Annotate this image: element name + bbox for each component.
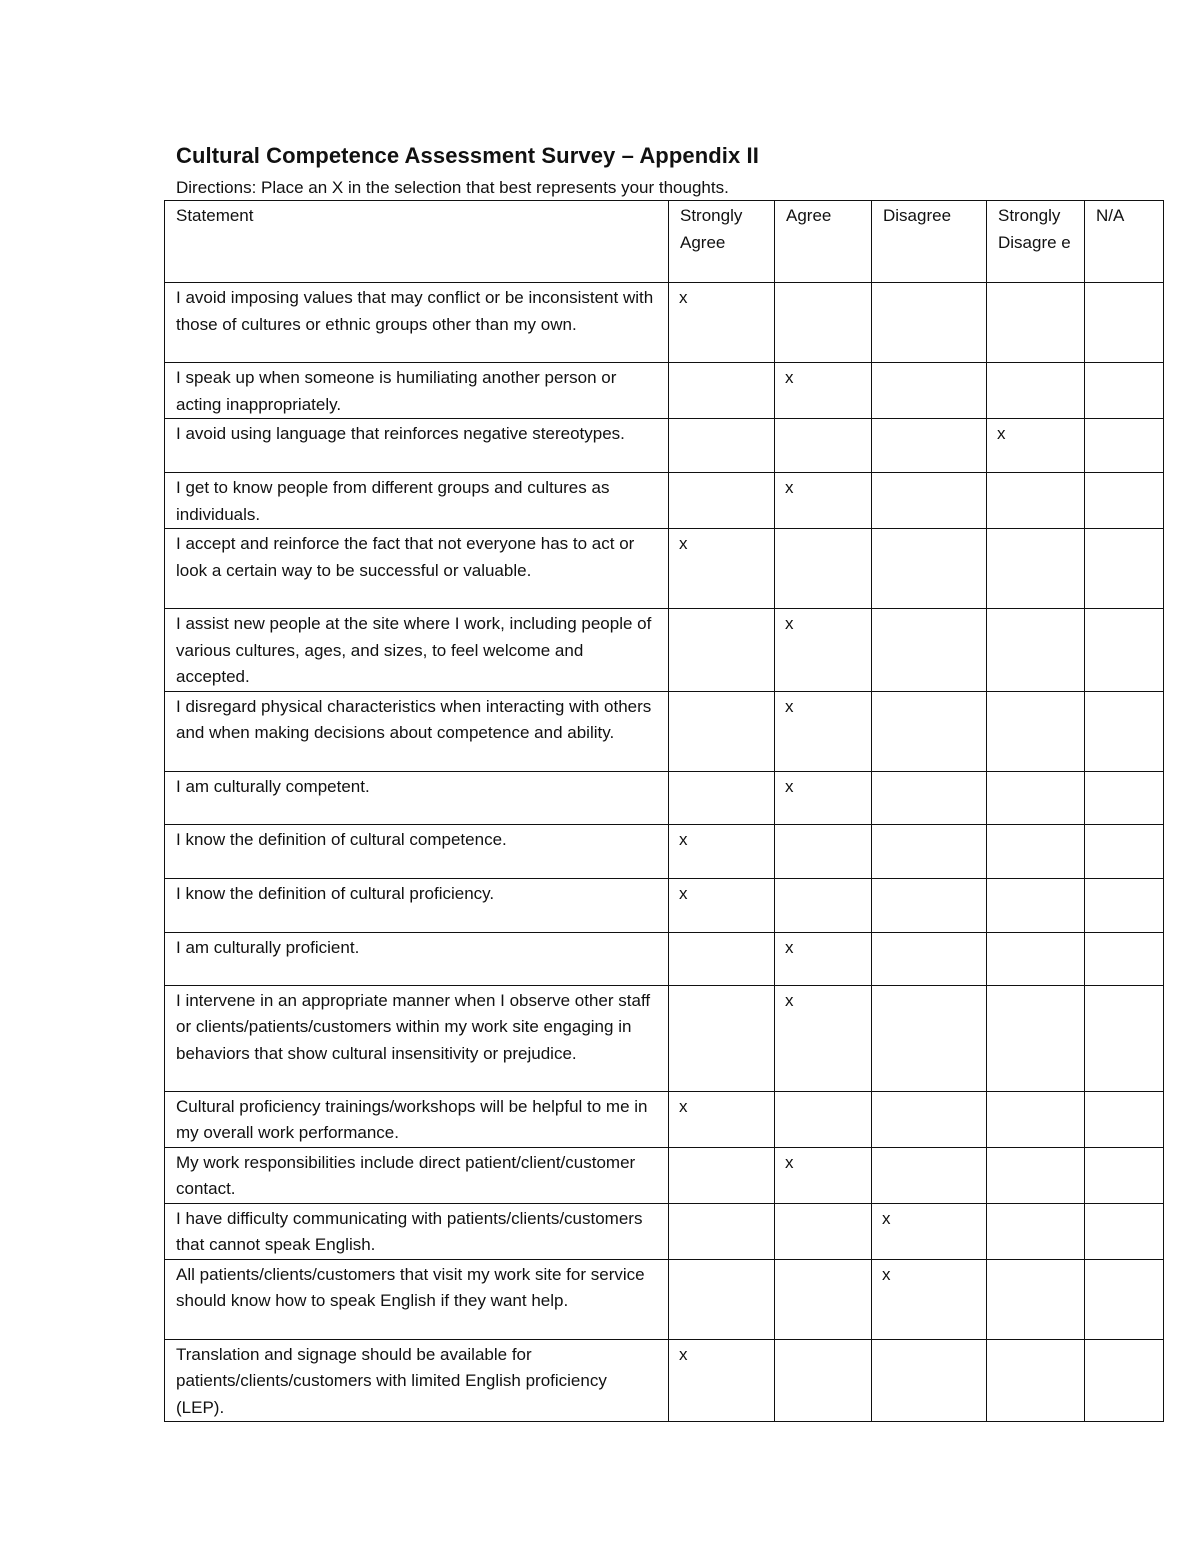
response-cell-na[interactable]: [1085, 529, 1164, 609]
header-row: [165, 201, 1164, 283]
response-cell-disagree[interactable]: [872, 1091, 987, 1147]
table-row: [165, 419, 1164, 473]
table-row: [165, 473, 1164, 529]
response-cell-agree[interactable]: [775, 824, 872, 878]
response-cell-strongly-agree[interactable]: [669, 691, 775, 771]
statement-cell: All patients/clients/customers that visit my work site for service should know how to speak English if they want help.: [165, 1259, 669, 1339]
response-cell-agree[interactable]: [775, 691, 872, 771]
survey-body: [165, 283, 1164, 1422]
response-cell-disagree[interactable]: [872, 1339, 987, 1422]
directions-text: Directions: Place an X in the selection that best represents your thoughts.: [176, 178, 729, 197]
statement-cell: Translation and signage should be available for patients/clients/customers with limited English proficiency (LEP).: [165, 1339, 669, 1422]
table-row: [165, 1147, 1164, 1203]
response-cell-disagree[interactable]: [872, 609, 987, 692]
table-row: [165, 1259, 1164, 1339]
response-cell-strongly-agree[interactable]: [669, 473, 775, 529]
statement-cell: I am culturally competent.: [165, 771, 669, 824]
response-cell-agree[interactable]: [775, 609, 872, 692]
statement-cell: I intervene in an appropriate manner when I observe other staff or clients/patients/customers within my work site engaging in behaviors that show cultural insensitivity or prejudice.: [165, 985, 669, 1091]
response-cell-strongly-disagree[interactable]: [987, 1203, 1085, 1259]
response-cell-agree[interactable]: [775, 1259, 872, 1339]
response-cell-strongly-disagree[interactable]: [987, 529, 1085, 609]
table-row: [165, 824, 1164, 878]
table-row: [165, 529, 1164, 609]
survey-table: [164, 200, 1164, 1422]
response-cell-agree[interactable]: [775, 473, 872, 529]
response-cell-strongly-agree[interactable]: [669, 283, 775, 363]
response-cell-na[interactable]: [1085, 363, 1164, 419]
response-cell-disagree[interactable]: [872, 878, 987, 932]
selection-mark: x: [785, 990, 794, 1010]
response-cell-na[interactable]: [1085, 1339, 1164, 1422]
response-cell-strongly-agree[interactable]: [669, 1091, 775, 1147]
response-cell-na[interactable]: [1085, 771, 1164, 824]
response-cell-strongly-agree[interactable]: [669, 609, 775, 692]
response-cell-na[interactable]: [1085, 691, 1164, 771]
response-cell-na[interactable]: [1085, 1259, 1164, 1339]
response-cell-disagree[interactable]: [872, 824, 987, 878]
response-cell-agree[interactable]: [775, 1147, 872, 1203]
statement-cell: I get to know people from different groups and cultures as individuals.: [165, 473, 669, 529]
response-cell-agree[interactable]: [775, 1339, 872, 1422]
selection-mark: x: [882, 1208, 891, 1228]
table-row: [165, 691, 1164, 771]
response-cell-strongly-disagree[interactable]: [987, 1339, 1085, 1422]
response-cell-strongly-disagree[interactable]: [987, 771, 1085, 824]
response-cell-strongly-agree[interactable]: [669, 824, 775, 878]
response-cell-strongly-disagree[interactable]: [987, 824, 1085, 878]
response-cell-agree[interactable]: [775, 1091, 872, 1147]
response-cell-strongly-agree[interactable]: [669, 878, 775, 932]
response-cell-agree[interactable]: [775, 878, 872, 932]
statement-cell: I know the definition of cultural competence.: [165, 824, 669, 878]
statement-cell: My work responsibilities include direct patient/client/customer contact.: [165, 1147, 669, 1203]
response-cell-disagree[interactable]: [872, 1259, 987, 1339]
selection-mark: x: [785, 937, 794, 957]
response-cell-disagree[interactable]: [872, 771, 987, 824]
response-cell-agree[interactable]: [775, 283, 872, 363]
header-disagree: Disagree: [872, 201, 987, 283]
response-cell-disagree[interactable]: [872, 1203, 987, 1259]
statement-cell: I assist new people at the site where I work, including people of various cultures, ages, and sizes, to feel welcome and accepted.: [165, 609, 669, 692]
response-cell-agree[interactable]: [775, 932, 872, 985]
statement-cell: I disregard physical characteristics when interacting with others and when making decisions about competence and ability.: [165, 691, 669, 771]
selection-mark: x: [679, 883, 688, 903]
response-cell-disagree[interactable]: [872, 1147, 987, 1203]
response-cell-na[interactable]: [1085, 824, 1164, 878]
response-cell-strongly-agree[interactable]: [669, 419, 775, 473]
table-row: [165, 1339, 1164, 1422]
selection-mark: x: [679, 829, 688, 849]
response-cell-agree[interactable]: [775, 985, 872, 1091]
selection-mark: x: [785, 614, 794, 633]
response-cell-disagree[interactable]: [872, 932, 987, 985]
selection-mark: x: [679, 288, 688, 307]
header-strongly-disagree: Strongly Disagre e: [987, 201, 1085, 283]
response-cell-na[interactable]: [1085, 419, 1164, 473]
response-cell-strongly-agree[interactable]: [669, 1203, 775, 1259]
statement-cell: I speak up when someone is humiliating another person or acting inappropriately.: [165, 363, 669, 419]
response-cell-strongly-agree[interactable]: [669, 1147, 775, 1203]
response-cell-agree[interactable]: [775, 363, 872, 419]
response-cell-na[interactable]: [1085, 1147, 1164, 1203]
table-row: [165, 1203, 1164, 1259]
statement-cell: I accept and reinforce the fact that not everyone has to act or look a certain way to be successful or valuable.: [165, 529, 669, 609]
selection-mark: x: [785, 368, 794, 387]
response-cell-strongly-disagree[interactable]: [987, 985, 1085, 1091]
page-title: Cultural Competence Assessment Survey – Appendix II: [176, 143, 759, 168]
response-cell-strongly-disagree[interactable]: [987, 932, 1085, 985]
response-cell-na[interactable]: [1085, 985, 1164, 1091]
response-cell-strongly-disagree[interactable]: [987, 473, 1085, 529]
response-cell-strongly-disagree[interactable]: [987, 283, 1085, 363]
response-cell-agree[interactable]: [775, 771, 872, 824]
selection-mark: x: [679, 1344, 688, 1364]
response-cell-na[interactable]: [1085, 609, 1164, 692]
table-row: [165, 609, 1164, 692]
response-cell-disagree[interactable]: [872, 985, 987, 1091]
response-cell-strongly-disagree[interactable]: [987, 878, 1085, 932]
header-na: N/A: [1085, 201, 1164, 283]
statement-cell: Cultural proficiency trainings/workshops will be helpful to me in my overall work performance.: [165, 1091, 669, 1147]
header-strongly-agree: Strongly Agree: [669, 201, 775, 283]
selection-mark: x: [679, 1096, 688, 1116]
response-cell-disagree[interactable]: [872, 283, 987, 363]
response-cell-strongly-agree[interactable]: [669, 363, 775, 419]
response-cell-strongly-agree[interactable]: [669, 771, 775, 824]
selection-mark: x: [785, 478, 794, 497]
response-cell-agree[interactable]: [775, 419, 872, 473]
response-cell-strongly-disagree[interactable]: [987, 1147, 1085, 1203]
response-cell-strongly-disagree[interactable]: [987, 1259, 1085, 1339]
response-cell-na[interactable]: [1085, 1091, 1164, 1147]
response-cell-strongly-disagree[interactable]: [987, 1091, 1085, 1147]
selection-mark: x: [679, 534, 688, 553]
response-cell-strongly-agree[interactable]: [669, 1339, 775, 1422]
response-cell-disagree[interactable]: [872, 473, 987, 529]
response-cell-na[interactable]: [1085, 932, 1164, 985]
response-cell-strongly-agree[interactable]: [669, 1259, 775, 1339]
table-row: [165, 985, 1164, 1091]
selection-mark: x: [785, 1152, 794, 1172]
response-cell-strongly-agree[interactable]: [669, 985, 775, 1091]
table-row: [165, 1091, 1164, 1147]
selection-mark: x: [785, 696, 794, 716]
statement-cell: I know the definition of cultural proficiency.: [165, 878, 669, 932]
response-cell-na[interactable]: [1085, 473, 1164, 529]
response-cell-disagree[interactable]: [872, 691, 987, 771]
table-row: [165, 363, 1164, 419]
selection-mark: x: [997, 424, 1006, 443]
statement-cell: I avoid imposing values that may conflict or be inconsistent with those of cultures or ethnic groups other than my own.: [165, 283, 669, 363]
response-cell-na[interactable]: [1085, 1203, 1164, 1259]
response-cell-strongly-disagree[interactable]: [987, 363, 1085, 419]
response-cell-na[interactable]: [1085, 878, 1164, 932]
response-cell-strongly-disagree[interactable]: [987, 419, 1085, 473]
header-agree: Agree: [775, 201, 872, 283]
response-cell-disagree[interactable]: [872, 419, 987, 473]
selection-mark: x: [882, 1264, 891, 1284]
header-statement: Statement: [165, 201, 669, 283]
response-cell-strongly-agree[interactable]: [669, 932, 775, 985]
table-row: [165, 283, 1164, 363]
response-cell-strongly-disagree[interactable]: [987, 691, 1085, 771]
table-row: [165, 878, 1164, 932]
statement-cell: I avoid using language that reinforces negative stereotypes.: [165, 419, 669, 473]
table-row: [165, 932, 1164, 985]
statement-cell: I am culturally proficient.: [165, 932, 669, 985]
response-cell-na[interactable]: [1085, 283, 1164, 363]
selection-mark: x: [785, 776, 794, 796]
response-cell-strongly-disagree[interactable]: [987, 609, 1085, 692]
response-cell-disagree[interactable]: [872, 363, 987, 419]
table-row: [165, 771, 1164, 824]
response-cell-disagree[interactable]: [872, 529, 987, 609]
response-cell-strongly-agree[interactable]: [669, 529, 775, 609]
statement-cell: I have difficulty communicating with patients/clients/customers that cannot speak English.: [165, 1203, 669, 1259]
response-cell-agree[interactable]: [775, 529, 872, 609]
response-cell-agree[interactable]: [775, 1203, 872, 1259]
